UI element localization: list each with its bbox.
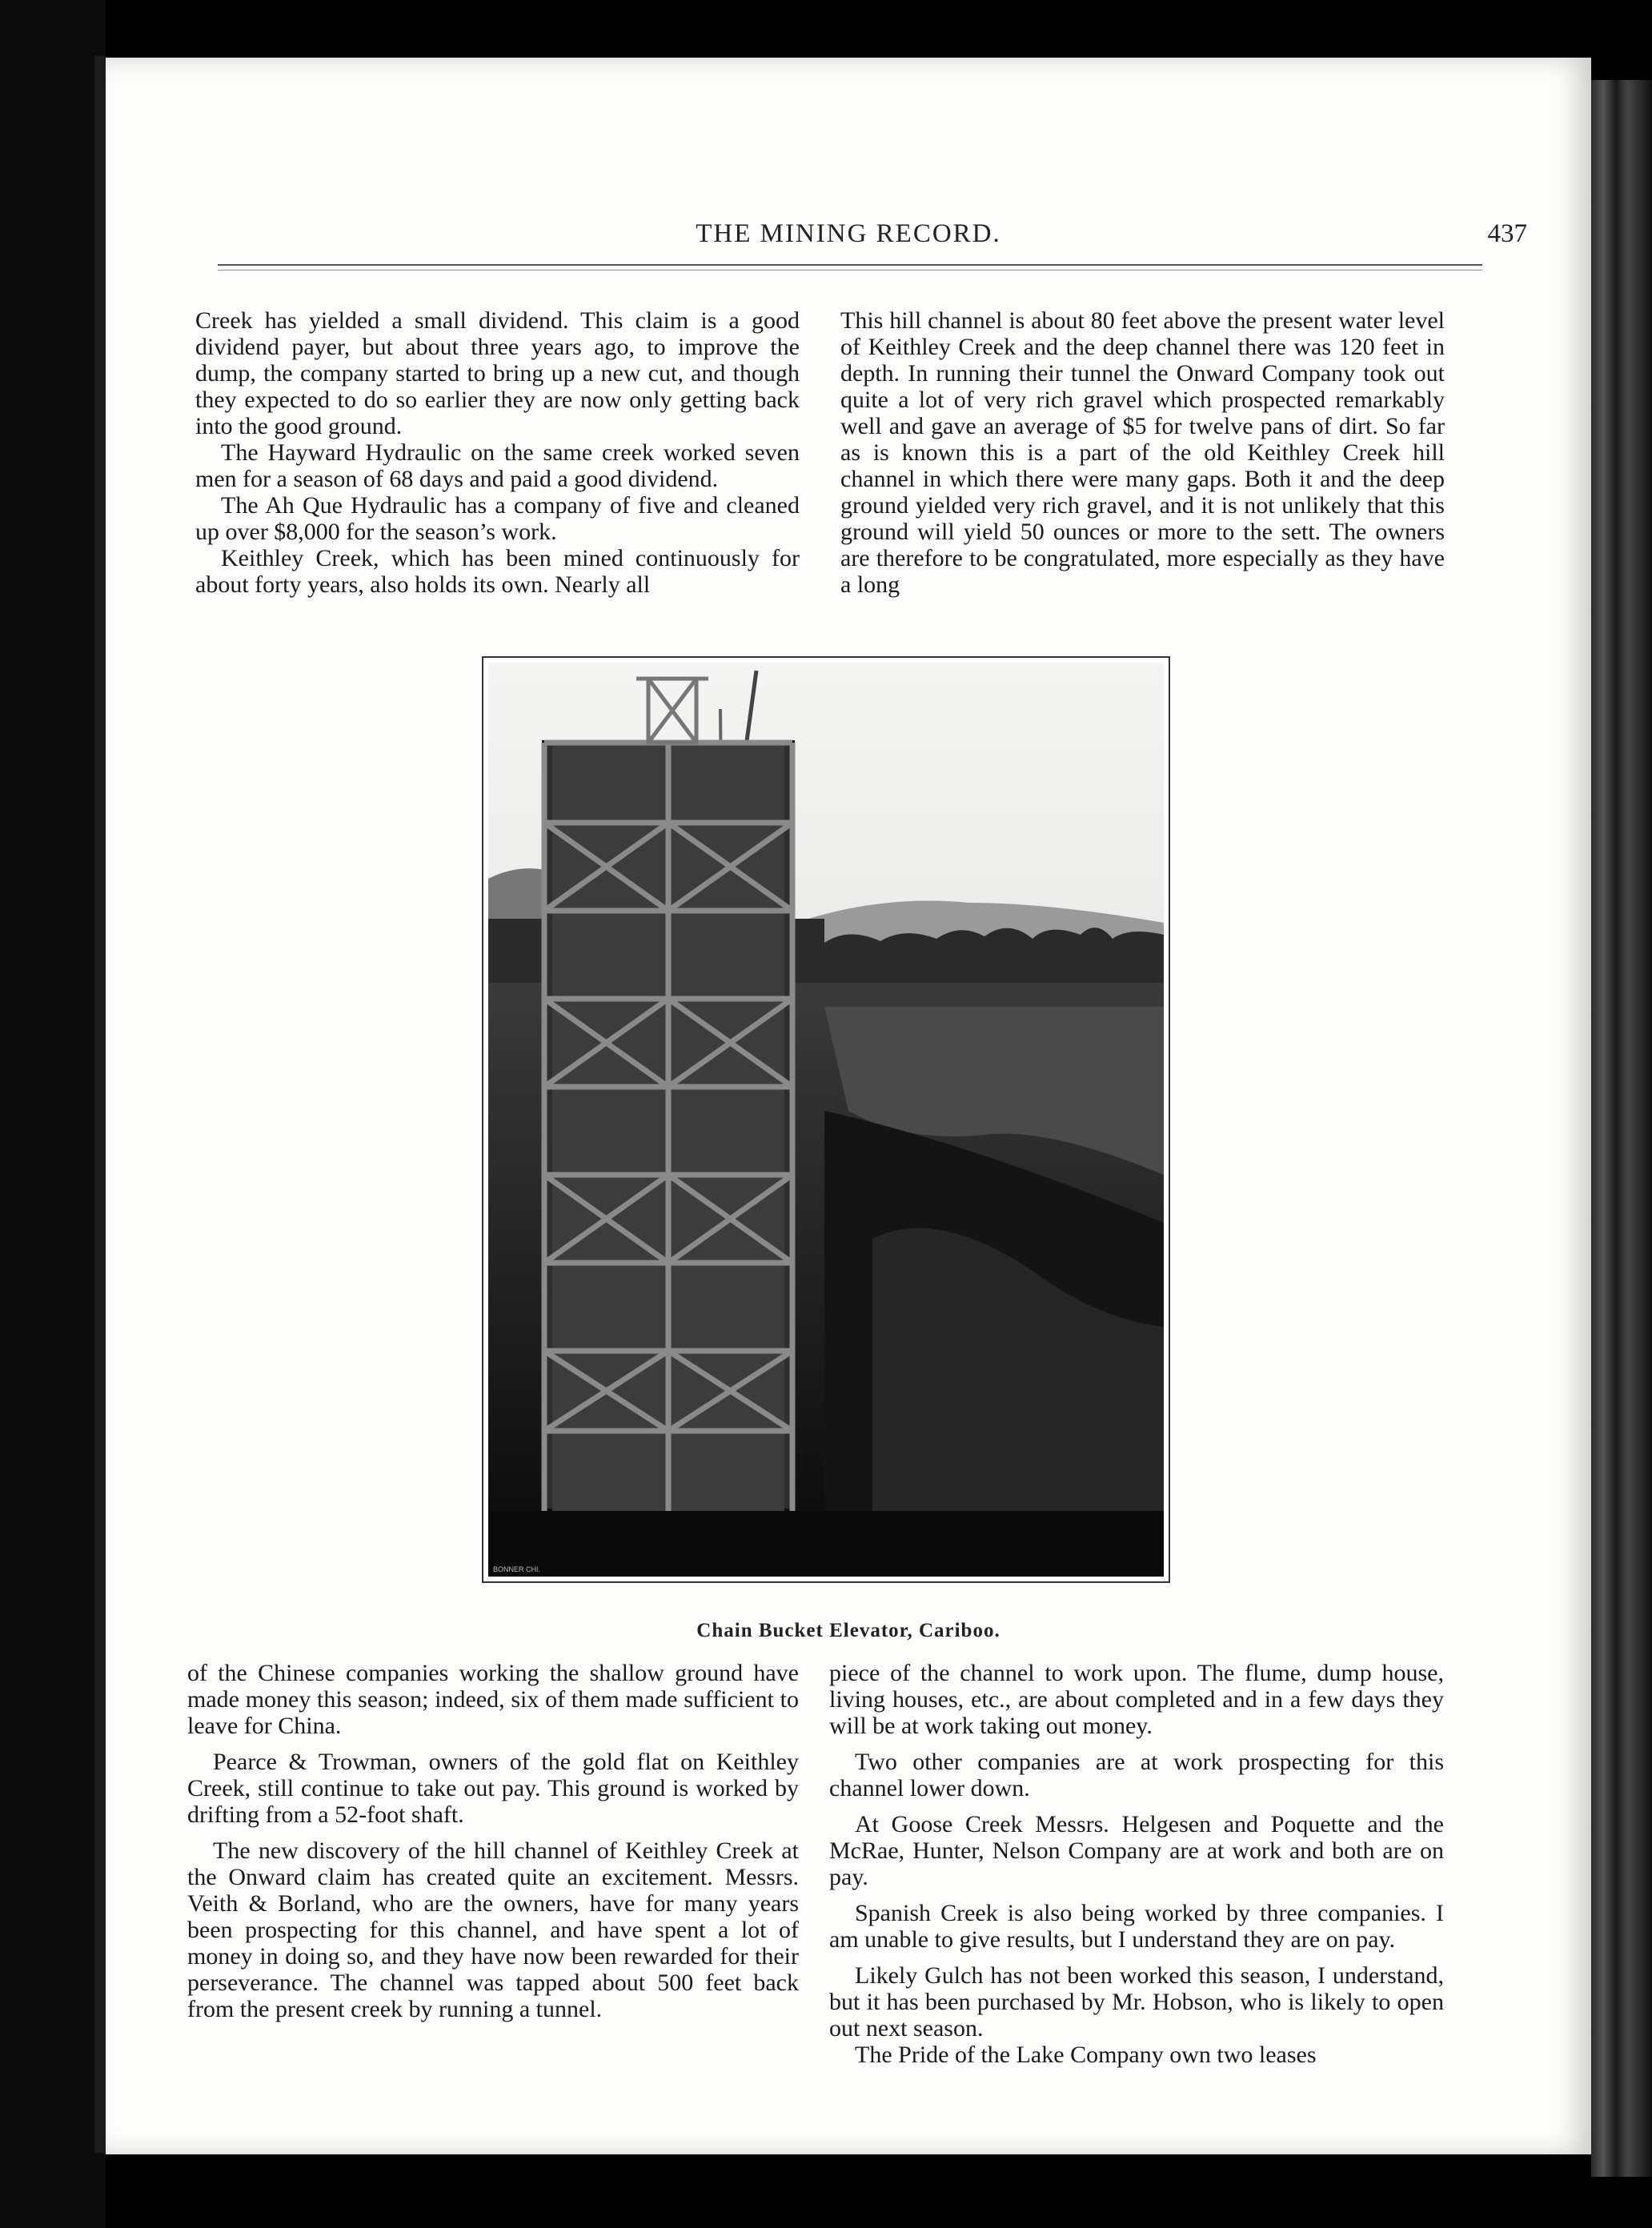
column-bottom-right <box>829 1660 1444 2068</box>
page-number: 437 <box>1487 219 1527 248</box>
paragraph: At Goose Creek Messrs. Helgesen and Poquette and the McRae, Hunter, Nelson Company are at work and both are on pay. <box>829 1811 1444 1890</box>
paragraph: The Ah Que Hydraulic has a company of five and cleaned up over $8,000 for the season’s work. <box>195 492 800 545</box>
elevator-photo-image <box>488 663 1164 1577</box>
paragraph: Likely Gulch has not been worked this season, I understand, but it has been purchased by Mr. Hobson, who is likely to open out next season. <box>829 1962 1444 2042</box>
running-title: THE MINING RECORD. <box>696 219 1001 248</box>
paragraph: Keithley Creek, which has been mined continuously for about forty years, also holds its own. Nearly all <box>195 545 800 598</box>
column-bottom-left <box>187 1660 799 2022</box>
column-top-right <box>840 307 1445 598</box>
book-page-edges <box>1591 80 1652 2177</box>
paragraph: Creek has yielded a small dividend. This claim is a good dividend payer, but about three years ago, to improve the dump, the company started to bring up a new cut, and though they expected to do so earlier they are now only getting back into the good ground. <box>195 307 800 439</box>
column-top-left <box>195 307 800 598</box>
paragraph: The Pride of the Lake Company own two leases <box>855 2042 1317 2068</box>
paragraph: The Hayward Hydraulic on the same creek worked seven men for a season of 68 days and paid a good dividend. <box>195 439 800 492</box>
page <box>106 58 1591 2154</box>
paragraph: of the Chinese companies working the shallow ground have made money this season; indeed, six of them made sufficient to leave for China. <box>187 1660 799 1739</box>
photo-chain-bucket-elevator <box>482 656 1170 1583</box>
figure-caption: Chain Bucket Elevator, Cariboo. <box>696 1620 1000 1641</box>
paragraph: Pearce & Trowman, owners of the gold flat on Keithley Creek, still continue to take out pay. This ground is worked by drifting from a 52-foot shaft. <box>187 1749 799 1828</box>
photo-credit: BONNER CHI. <box>493 1565 541 1573</box>
header-rule <box>218 264 1482 266</box>
paragraph: The new discovery of the hill channel of Keithley Creek at the Onward claim has created quite an excitement. Messrs. Veith & Borland, who are the owners, have for many years been prospecting for this channel, and have spent a lot of money in doing so, and they have now been rewarded for their perseverance. The channel was tapped about 500 feet back from the present creek by running a tunnel. <box>187 1837 799 2022</box>
paragraph: Two other companies are at work prospecting for this channel lower down. <box>829 1749 1444 1801</box>
book-spine-edge <box>0 0 106 2228</box>
paragraph: piece of the channel to work upon. The flume, dump house, living houses, etc., are about completed and in a few days they will be at work taking out money. <box>829 1660 1444 1739</box>
paragraph: This hill channel is about 80 feet above the present water level of Keithley Creek and the deep channel there was 120 feet in depth. In running their tunnel the Onward Company took out quite a lot of very rich gravel which prospected remarkably well and gave an average of $5 for twelve pans of dirt. So far as is known this is a part of the old Keithley Creek hill channel in which there were many gaps. Both it and the deep ground yielded very rich gravel, and it is not unlikely that this ground will yield 50 ounces or more to the sett. The owners are therefore to be congratulated, more especially as they have a long <box>840 307 1445 598</box>
paragraph: Spanish Creek is also being worked by three companies. I am unable to give results, but I understand they are on pay. <box>829 1900 1444 1953</box>
